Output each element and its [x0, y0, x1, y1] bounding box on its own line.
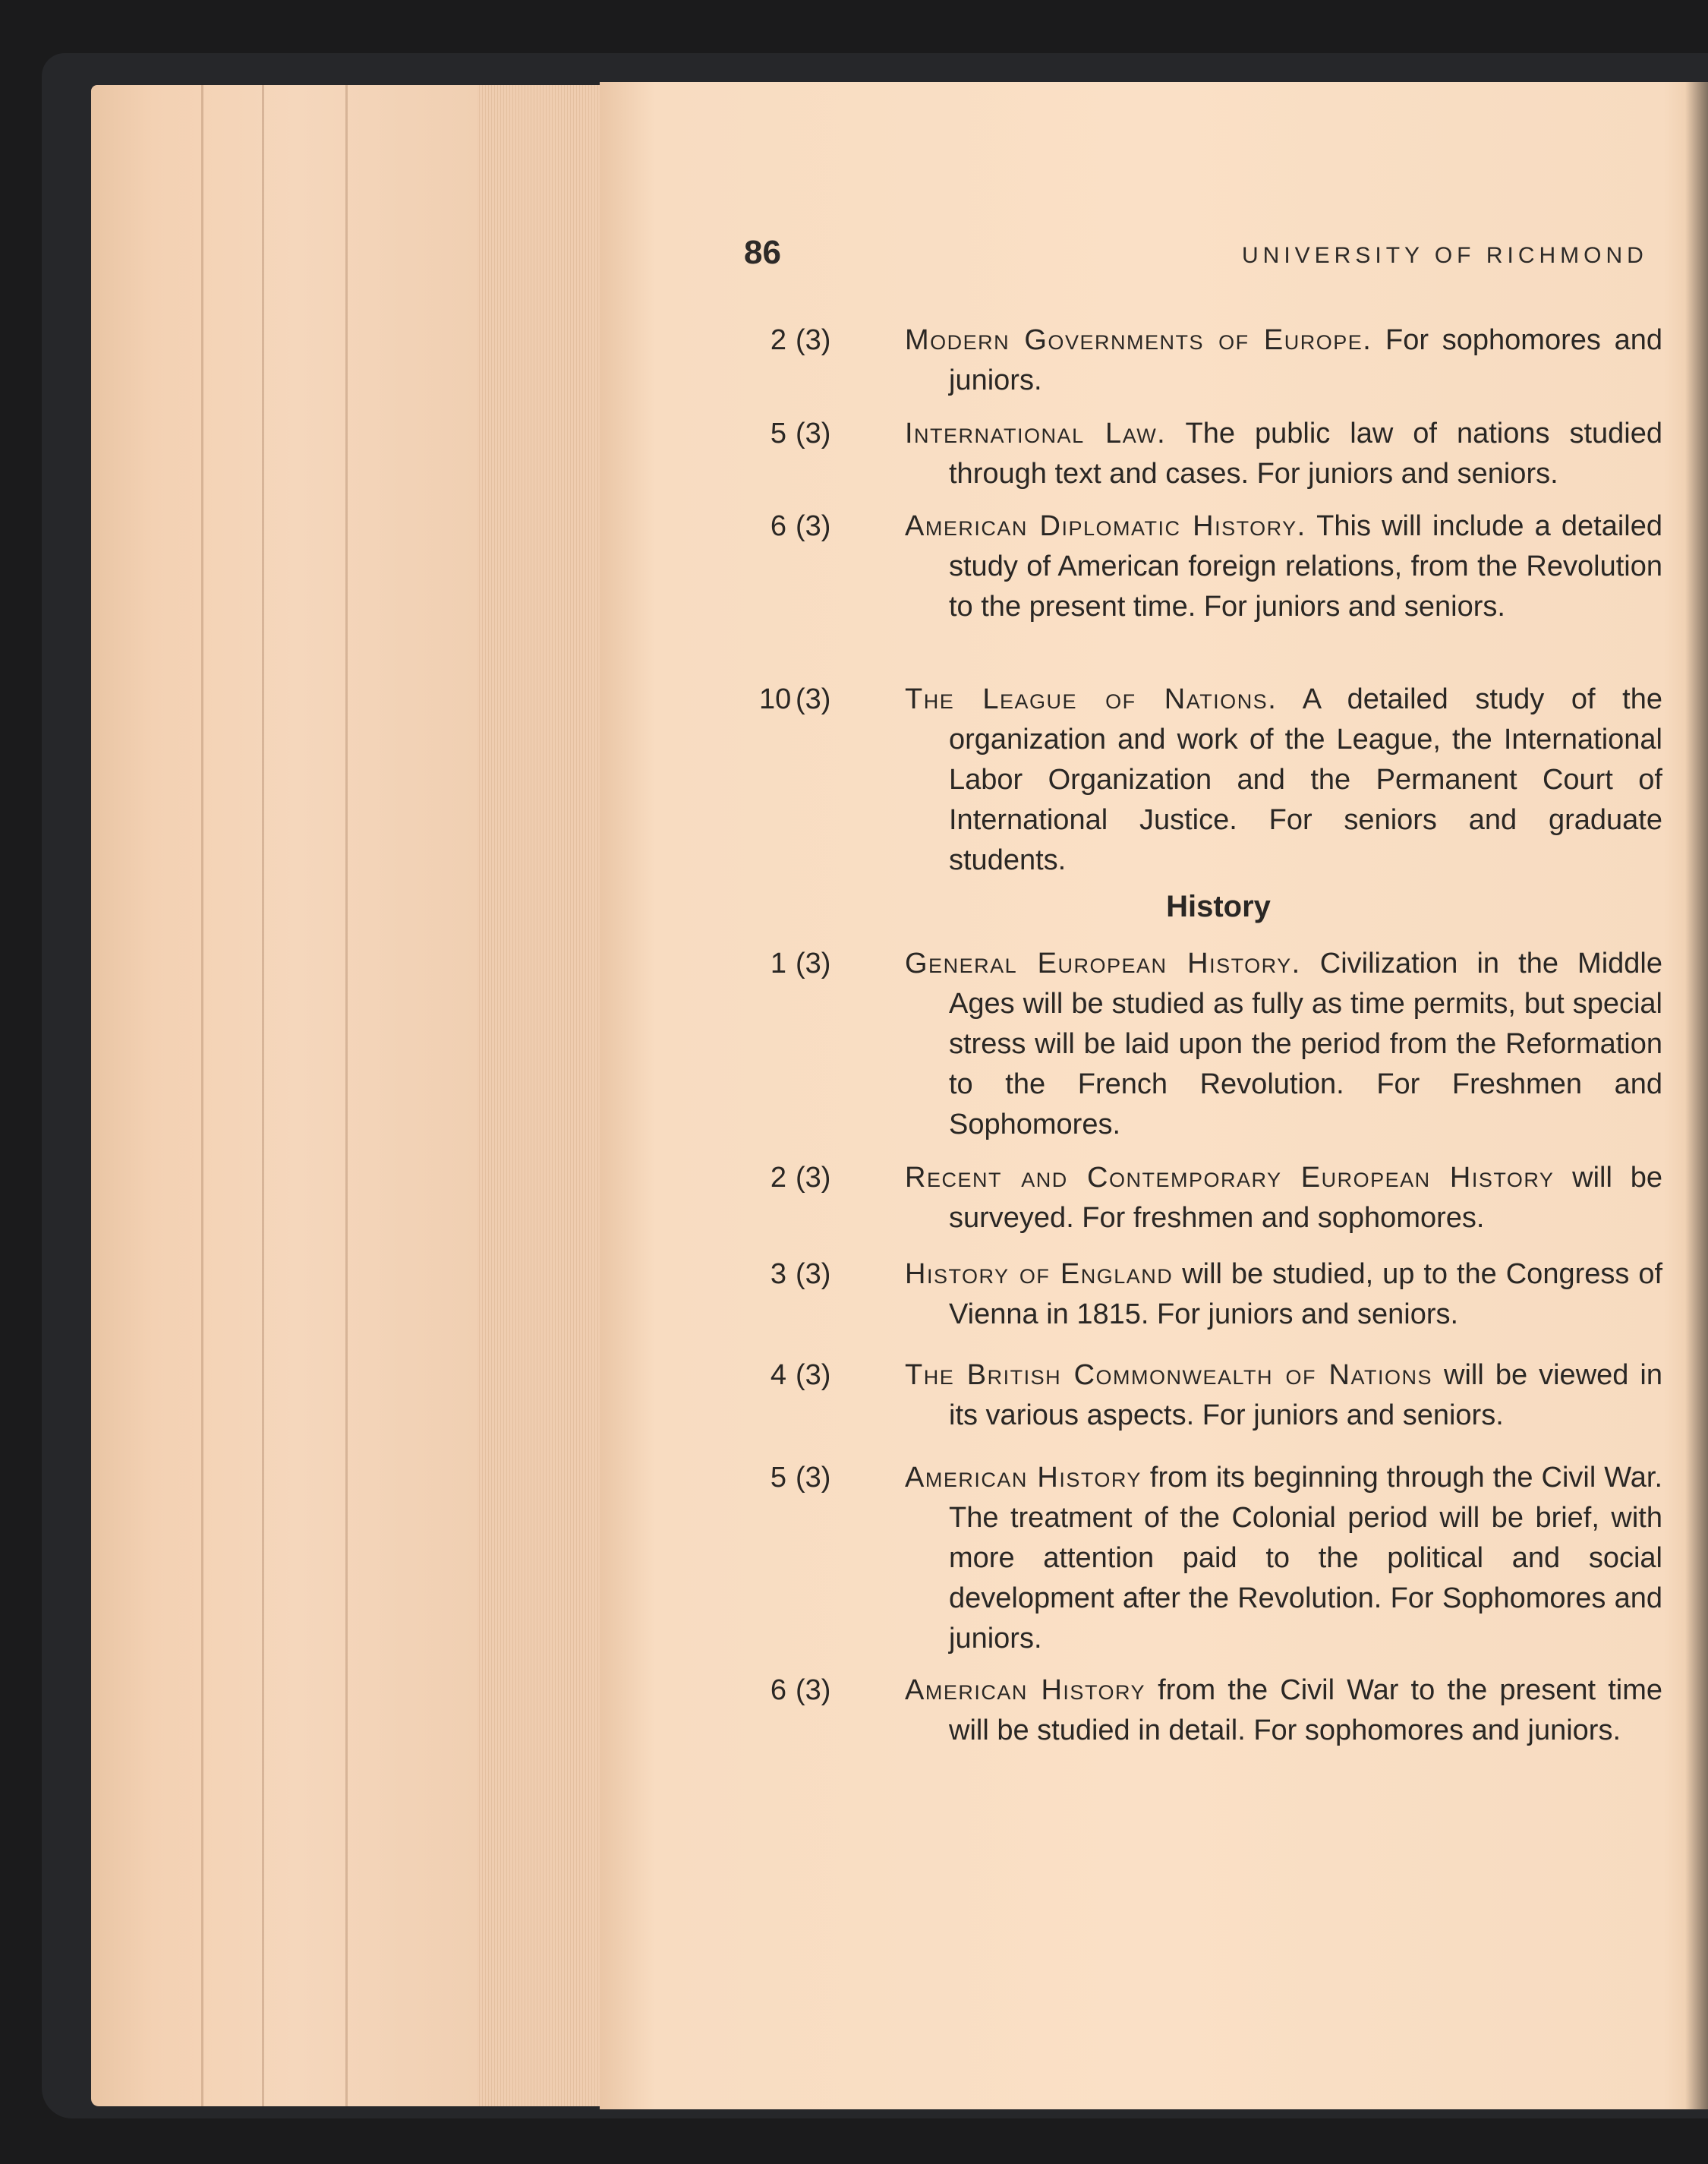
course-title: Modern Governments of Europe. [905, 324, 1372, 356]
course-description: The public law of nations studied through text and cases. For juniors and seniors. [949, 418, 1662, 490]
course-text [905, 1158, 1662, 1238]
course-credits: (3) [796, 1674, 831, 1706]
course-number: 3 [770, 1258, 786, 1290]
course-number: 4 [770, 1359, 786, 1391]
course-title: The League of Nations. [905, 683, 1278, 715]
page-seam [345, 85, 348, 2106]
course-text [905, 1670, 1662, 1751]
course-number: 10 [759, 683, 792, 715]
course-description: For sophomores and juniors. [949, 324, 1662, 396]
course-number: 1 [770, 948, 786, 979]
course-title: American Diplomatic History. [905, 510, 1306, 542]
course-text [905, 944, 1662, 1145]
course-credits: (3) [796, 1359, 831, 1391]
course-description: This will include a detailed study of American foreign relations, from the Revolution to the present time. For juniors and seniors. [949, 510, 1663, 623]
course-title: The British Commonwealth of Nations [905, 1359, 1433, 1391]
course-description: from its beginning through the Civil War. The treatment of the Colonial period will be brief, with more attention paid to the political and social development after the Revolution. For Sophomores and juniors. [949, 1462, 1663, 1655]
course-title: International Law. [905, 418, 1167, 450]
course-title: American History [905, 1674, 1145, 1706]
course-credits: (3) [796, 1162, 831, 1194]
course-number: 2 [770, 324, 786, 356]
course-text [905, 1254, 1662, 1335]
page-seam [201, 85, 203, 2106]
course-entry [759, 506, 1662, 627]
course-title: Recent and Contemporary European History [905, 1162, 1555, 1194]
course-text [905, 680, 1662, 881]
section-heading: History [1166, 890, 1271, 923]
course-entry [759, 1158, 1662, 1238]
course-entry [759, 414, 1662, 494]
course-title: History of England [905, 1258, 1174, 1290]
course-description: will be surveyed. For freshmen and sophomores. [949, 1162, 1662, 1234]
course-text [905, 506, 1662, 627]
course-credits: (3) [796, 418, 831, 450]
course-text [905, 414, 1662, 494]
course-description: A detailed study of the organization and work of the League, the International Labor Organization and the Permanent Court of International Justice. For seniors and graduate students. [949, 683, 1662, 876]
course-credits: (3) [796, 1258, 831, 1290]
course-number: 5 [770, 1462, 786, 1494]
course-number: 2 [770, 1162, 786, 1194]
course-description: Civilization in the Middle Ages will be studied as fully as time permits, but special stress will be laid upon the period from the Reformation to the French Revolution. For Freshmen and Sophomores. [949, 948, 1662, 1140]
course-text [905, 1355, 1662, 1436]
page-number: 86 [744, 234, 781, 271]
course-credits: (3) [796, 324, 831, 356]
course-entry [759, 1355, 1662, 1436]
course-entry [759, 1670, 1662, 1751]
course-description: from the Civil War to the present time will be studied in detail. For sophomores and juniors. [949, 1674, 1663, 1746]
course-number: 6 [770, 1674, 786, 1706]
course-text [905, 320, 1662, 401]
course-entry [759, 1254, 1662, 1335]
course-entry [759, 320, 1662, 401]
course-description: will be viewed in its various aspects. For juniors and seniors. [949, 1359, 1662, 1431]
page-edge-stack [477, 85, 606, 2106]
course-credits: (3) [796, 948, 831, 979]
course-credits: (3) [796, 1462, 831, 1494]
page-gutter-shadow [1685, 82, 1708, 2109]
course-credits: (3) [796, 683, 831, 715]
course-text [905, 1458, 1662, 1659]
course-number: 6 [770, 510, 786, 542]
course-credits: (3) [796, 510, 831, 542]
course-entry [759, 680, 1662, 881]
course-title: General European History. [905, 948, 1301, 979]
page-seam [262, 85, 264, 2106]
course-entry [759, 1458, 1662, 1659]
running-title: UNIVERSITY OF RICHMOND [1242, 243, 1648, 268]
course-entry [759, 944, 1662, 1145]
course-description: will be studied, up to the Congress of Vienna in 1815. For juniors and seniors. [949, 1258, 1663, 1330]
course-number: 5 [770, 418, 786, 450]
course-title: American History [905, 1462, 1142, 1494]
